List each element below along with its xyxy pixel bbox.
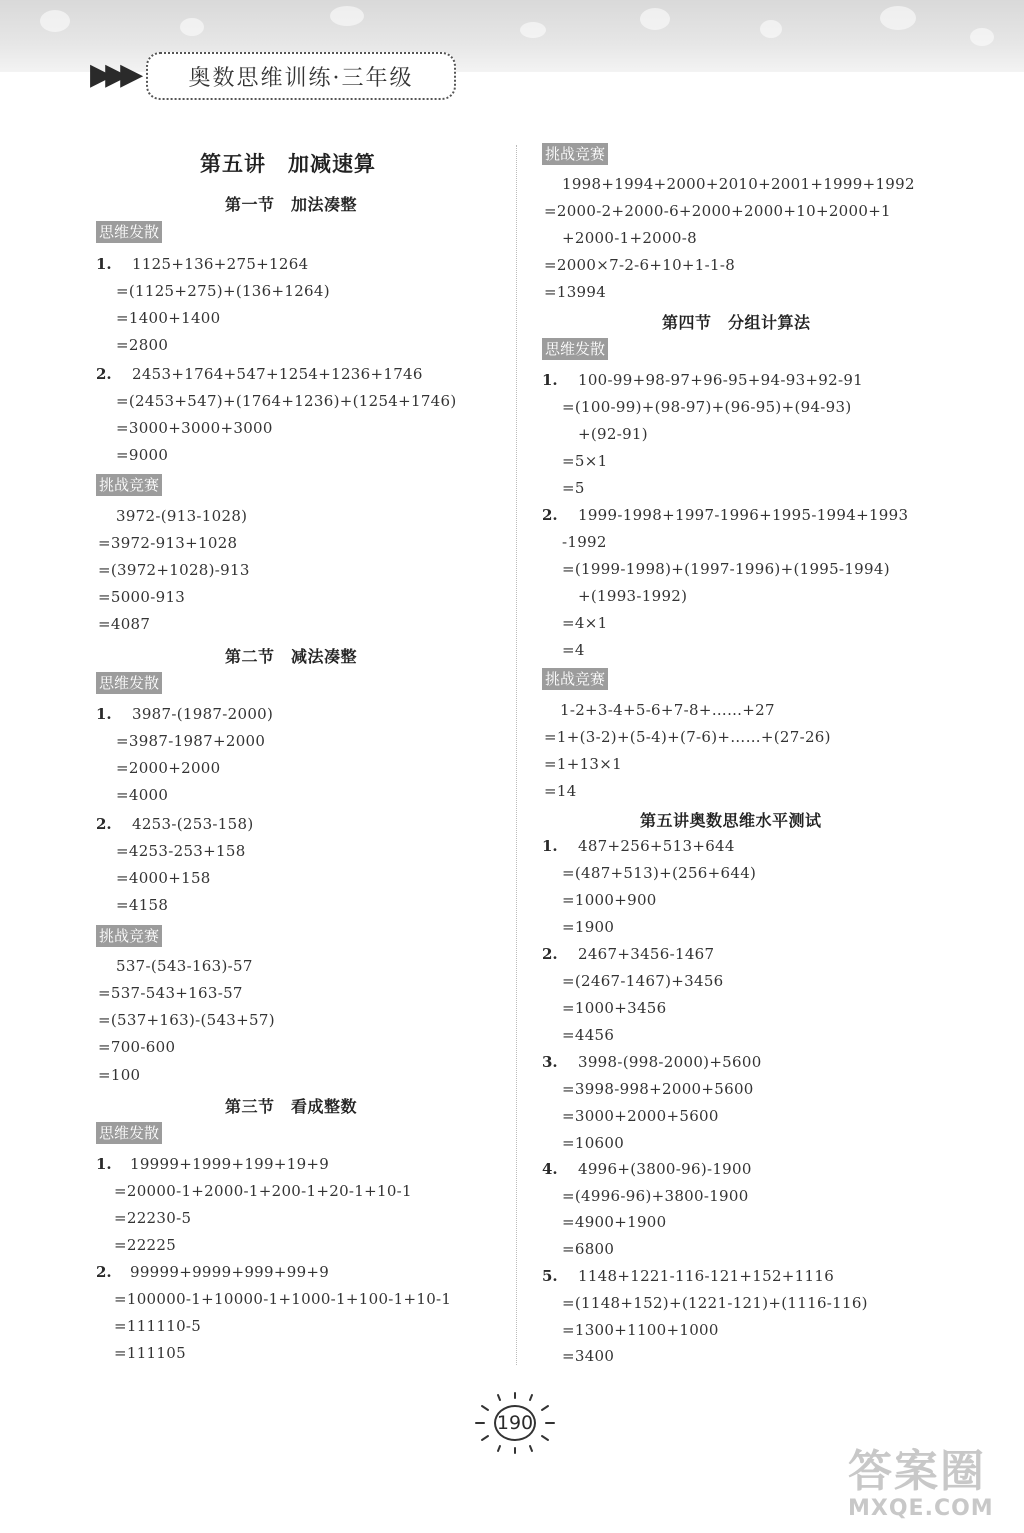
math-line: =4900+1900 [562, 1213, 667, 1231]
math-line: =4 [562, 641, 585, 659]
math-line: =(537+163)-(543+57) [98, 1011, 275, 1029]
math-line: =4253-253+158 [116, 842, 246, 860]
math-line: =10600 [562, 1134, 625, 1152]
math-line: =(4996-96)+3800-1900 [562, 1187, 749, 1205]
math-line: =100000-1+10000-1+1000-1+100-1+10-1 [114, 1290, 452, 1308]
math-line: =(100-99)+(98-97)+(96-95)+(94-93) [562, 398, 852, 416]
math-line: +2000-1+2000-8 [562, 229, 697, 247]
math-line: =4000+158 [116, 869, 211, 887]
math-line: =4158 [116, 896, 169, 914]
triple-arrow-icon: ▶▶▶ [90, 57, 136, 92]
tag-think: 思维发散 [96, 672, 162, 694]
section-title-test: 第五讲奥数思维水平测试 [640, 811, 822, 830]
tag-challenge: 挑战竞赛 [542, 668, 608, 690]
watermark-domain: MXQE.COM [848, 1496, 994, 1521]
math-line: =1300+1100+1000 [562, 1321, 719, 1339]
math-line: +(92-91) [578, 425, 648, 443]
math-line: =537-543+163-57 [98, 984, 243, 1002]
math-line: +(1993-1992) [578, 587, 688, 605]
problem-number: 1. [542, 837, 558, 855]
math-line: 2453+1764+547+1254+1236+1746 [132, 365, 423, 383]
header-title: 奥数思维训练·三年级 [146, 52, 456, 100]
chapter-title: 第五讲 加减速算 [200, 152, 376, 176]
math-line: =100 [98, 1066, 141, 1084]
section-title-2: 第二节 减法凑整 [225, 647, 358, 666]
math-line: =1000+3456 [562, 999, 667, 1017]
math-line: =4×1 [562, 614, 608, 632]
section-title-3: 第三节 看成整数 [225, 1097, 358, 1116]
math-line: =1000+900 [562, 891, 657, 909]
math-line: 2467+3456-1467 [578, 945, 715, 963]
section-title-1: 第一节 加法凑整 [225, 195, 358, 214]
math-line: =(2453+547)+(1764+1236)+(1254+1746) [116, 392, 457, 410]
tag-challenge: 挑战竞赛 [96, 925, 162, 947]
problem-number: 2. [96, 815, 112, 833]
math-line: =3000+3000+3000 [116, 419, 273, 437]
math-line: =6800 [562, 1240, 615, 1258]
problem-number: 1. [96, 705, 112, 723]
problem-number: 2. [542, 506, 558, 524]
math-line: =(1148+152)+(1221-121)+(1116-116) [562, 1294, 868, 1312]
problem-number: 1. [96, 255, 112, 273]
math-line: =22225 [114, 1236, 177, 1254]
math-line: 1-2+3-4+5-6+7-8+……+27 [560, 701, 775, 719]
math-line: =1900 [562, 918, 615, 936]
math-line: =(1999-1998)+(1997-1996)+(1995-1994) [562, 560, 890, 578]
math-line: =4456 [562, 1026, 615, 1044]
math-line: =22230-5 [114, 1209, 192, 1227]
math-line: =3972-913+1028 [98, 534, 238, 552]
math-line: 1999-1998+1997-1996+1995-1994+1993 [578, 506, 909, 524]
problem-number: 4. [542, 1160, 558, 1178]
math-line: =(1125+275)+(136+1264) [116, 282, 330, 300]
math-line: =5×1 [562, 452, 608, 470]
math-line: 3972-(913-1028) [116, 507, 248, 525]
math-line: =5000-913 [98, 588, 186, 606]
problem-number: 5. [542, 1267, 558, 1285]
tag-think: 思维发散 [542, 338, 608, 360]
math-line: =3000+2000+5600 [562, 1107, 719, 1125]
page-number: 190 [494, 1405, 536, 1441]
problem-number: 2. [96, 365, 112, 383]
math-line: =700-600 [98, 1038, 176, 1056]
watermark-logo [848, 1448, 1018, 1528]
math-line: =2000×7-2-6+10+1-1-8 [544, 256, 736, 274]
section-title-4: 第四节 分组计算法 [662, 313, 811, 332]
math-line: =(3972+1028)-913 [98, 561, 250, 579]
problem-number: 1. [542, 371, 558, 389]
tag-challenge: 挑战竞赛 [96, 474, 162, 496]
math-line: =3998-998+2000+5600 [562, 1080, 754, 1098]
math-line: =111105 [114, 1344, 186, 1362]
tag-think: 思维发散 [96, 1122, 162, 1144]
math-line: 3987-(1987-2000) [132, 705, 274, 723]
math-line: 99999+9999+999+99+9 [130, 1263, 330, 1281]
math-line: =5 [562, 479, 585, 497]
math-line: -1992 [562, 533, 607, 551]
math-line: =20000-1+2000-1+200-1+20-1+10-1 [114, 1182, 412, 1200]
math-line: 537-(543-163)-57 [116, 957, 253, 975]
math-line: 4996+(3800-96)-1900 [578, 1160, 752, 1178]
math-line: =2000+2000 [116, 759, 221, 777]
math-line: =1+(3-2)+(5-4)+(7-6)+……+(27-26) [544, 728, 831, 746]
math-line: =9000 [116, 446, 169, 464]
problem-number: 3. [542, 1053, 558, 1071]
math-line: =14 [544, 782, 577, 800]
problem-number: 2. [96, 1263, 112, 1281]
math-line: =1400+1400 [116, 309, 221, 327]
math-line: =(2467-1467)+3456 [562, 972, 724, 990]
math-line: 19999+1999+199+19+9 [130, 1155, 330, 1173]
math-line: =4087 [98, 615, 151, 633]
problem-number: 2. [542, 945, 558, 963]
math-line: =13994 [544, 283, 607, 301]
math-line: 1998+1994+2000+2010+2001+1999+1992 [562, 175, 915, 193]
watermark-main: 答案圈 [848, 1446, 986, 1497]
math-line: =2000-2+2000-6+2000+2000+10+2000+1 [544, 202, 891, 220]
tag-challenge: 挑战竞赛 [542, 143, 608, 165]
math-line: 3998-(998-2000)+5600 [578, 1053, 762, 1071]
math-line: =(487+513)+(256+644) [562, 864, 757, 882]
math-line: 1148+1221-116-121+152+1116 [578, 1267, 835, 1285]
math-line: 100-99+98-97+96-95+94-93+92-91 [578, 371, 864, 389]
math-line: 487+256+513+644 [578, 837, 735, 855]
math-line: =3987-1987+2000 [116, 732, 266, 750]
math-line: 4253-(253-158) [132, 815, 254, 833]
math-line: =2800 [116, 336, 169, 354]
math-line: =111110-5 [114, 1317, 202, 1335]
math-line: =1+13×1 [544, 755, 622, 773]
column-divider [516, 145, 517, 1365]
math-line: 1125+136+275+1264 [132, 255, 309, 273]
problem-number: 1. [96, 1155, 112, 1173]
math-line: =4000 [116, 786, 169, 804]
tag-think: 思维发散 [96, 221, 162, 243]
math-line: =3400 [562, 1347, 615, 1365]
